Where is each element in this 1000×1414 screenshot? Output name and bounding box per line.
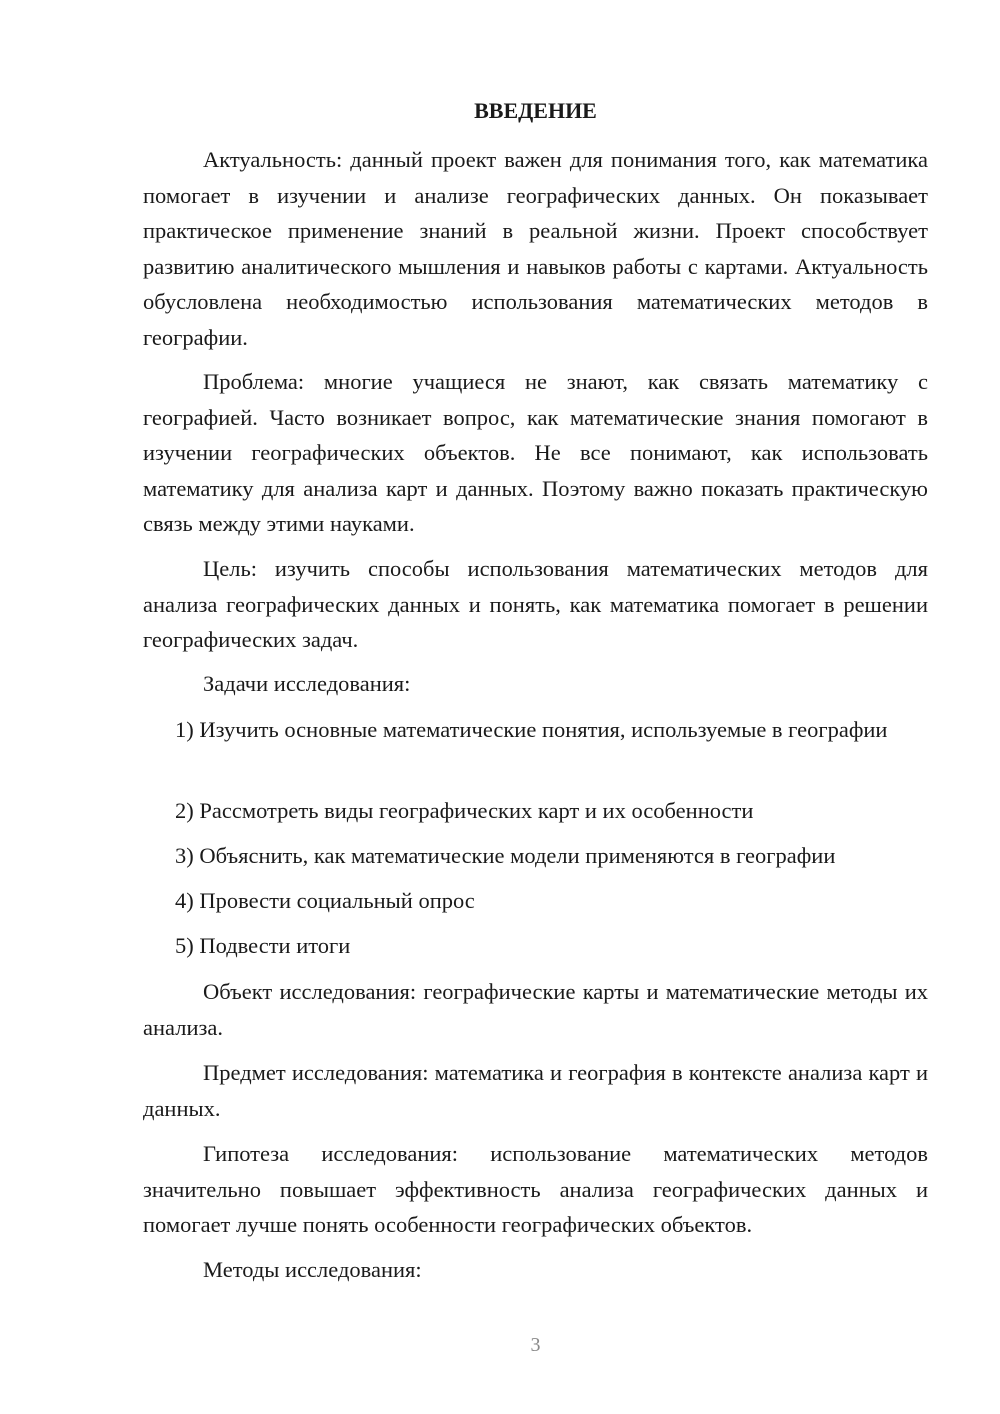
object-paragraph: Объект исследования: географические карты и математические методы их анализа.: [143, 979, 928, 1040]
document-page: [143, 0, 928, 1414]
problem-paragraph: Проблема: многие учащиеся не знают, как связать математику с географией. Часто возникает вопрос, как математические знания помогают в изучении географических объектов. Не все понимают, как использовать математику для анализа карт и данных. Поэтому важно показать практическую связь между этими науками.: [143, 369, 928, 536]
subject-paragraph: Предмет исследования: математика и география в контексте анализа карт и данных.: [143, 1060, 928, 1121]
hypothesis-paragraph: Гипотеза исследования: использование математических методов значительно повышает эффективность анализа географических данных и помогает лучше понять особенности географических объектов.: [143, 1141, 928, 1237]
page-heading: ВВЕДЕНИЕ: [474, 98, 597, 123]
goal-paragraph: Цель: изучить способы использования математических методов для анализа географических данных и понять, как математика помогает в решении географических задач.: [143, 556, 928, 652]
task-item-1: 1) Изучить основные математические понятия, используемые в географии: [175, 717, 888, 742]
relevance-paragraph: Актуальность: данный проект важен для понимания того, как математика помогает в изучении и анализе географических данных. Он показывает практическое применение знаний в реальной жизни. Проект способствует развитию аналитического мышления и навыков работы с картами. Актуальность обусловлена необходимостью использования математических методов в географии.: [143, 147, 928, 350]
methods-title: Методы исследования:: [203, 1257, 422, 1282]
task-item-5: 5) Подвести итоги: [175, 933, 351, 958]
task-item-3: 3) Объяснить, как математические модели применяются в географии: [175, 843, 836, 868]
task-item-2: 2) Рассмотреть виды географических карт и их особенности: [175, 798, 754, 823]
page-number: 3: [530, 1334, 541, 1356]
tasks-title: Задачи исследования:: [203, 671, 411, 696]
task-item-4: 4) Провести социальный опрос: [175, 888, 475, 913]
